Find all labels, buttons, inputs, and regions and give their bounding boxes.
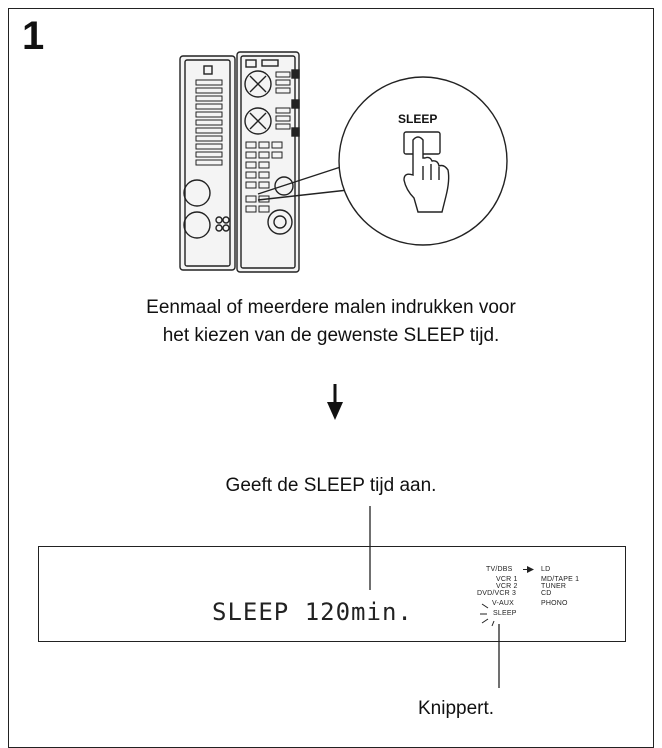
instruction-line-1: Eenmaal of meerdere malen indrukken voor <box>146 297 516 318</box>
indicator-cd: CD <box>541 590 552 597</box>
front-panel-display <box>38 546 626 642</box>
indicator-sleep: SLEEP <box>493 610 517 617</box>
sleep-time-callout: Geeft de SLEEP tijd aan. <box>225 475 437 496</box>
indicator-vcr2: VCR 2 <box>496 583 518 590</box>
indicator-md-tape1: MD/TAPE 1 <box>541 576 580 583</box>
instruction-line-2: het kiezen van de gewenste SLEEP tijd. <box>162 325 500 346</box>
indicator-tv-dbs: TV/DBS <box>486 566 513 573</box>
indicator-ld: LD <box>541 566 551 573</box>
step-number: 1 <box>22 14 45 58</box>
blinks-callout: Knippert. <box>418 698 495 719</box>
sleep-button-label: SLEEP <box>398 112 438 126</box>
indicator-dvd-vcr3: DVD/VCR 3 <box>477 590 517 597</box>
indicator-v-aux: V-AUX <box>492 600 515 607</box>
display-readout: SLEEP 120min. <box>212 598 413 626</box>
indicator-vcr1: VCR 1 <box>496 576 518 583</box>
indicator-tuner: TUNER <box>541 583 567 590</box>
indicator-phono: PHONO <box>541 600 568 607</box>
remote-control-illustration <box>0 0 662 290</box>
instruction-text <box>0 294 662 350</box>
